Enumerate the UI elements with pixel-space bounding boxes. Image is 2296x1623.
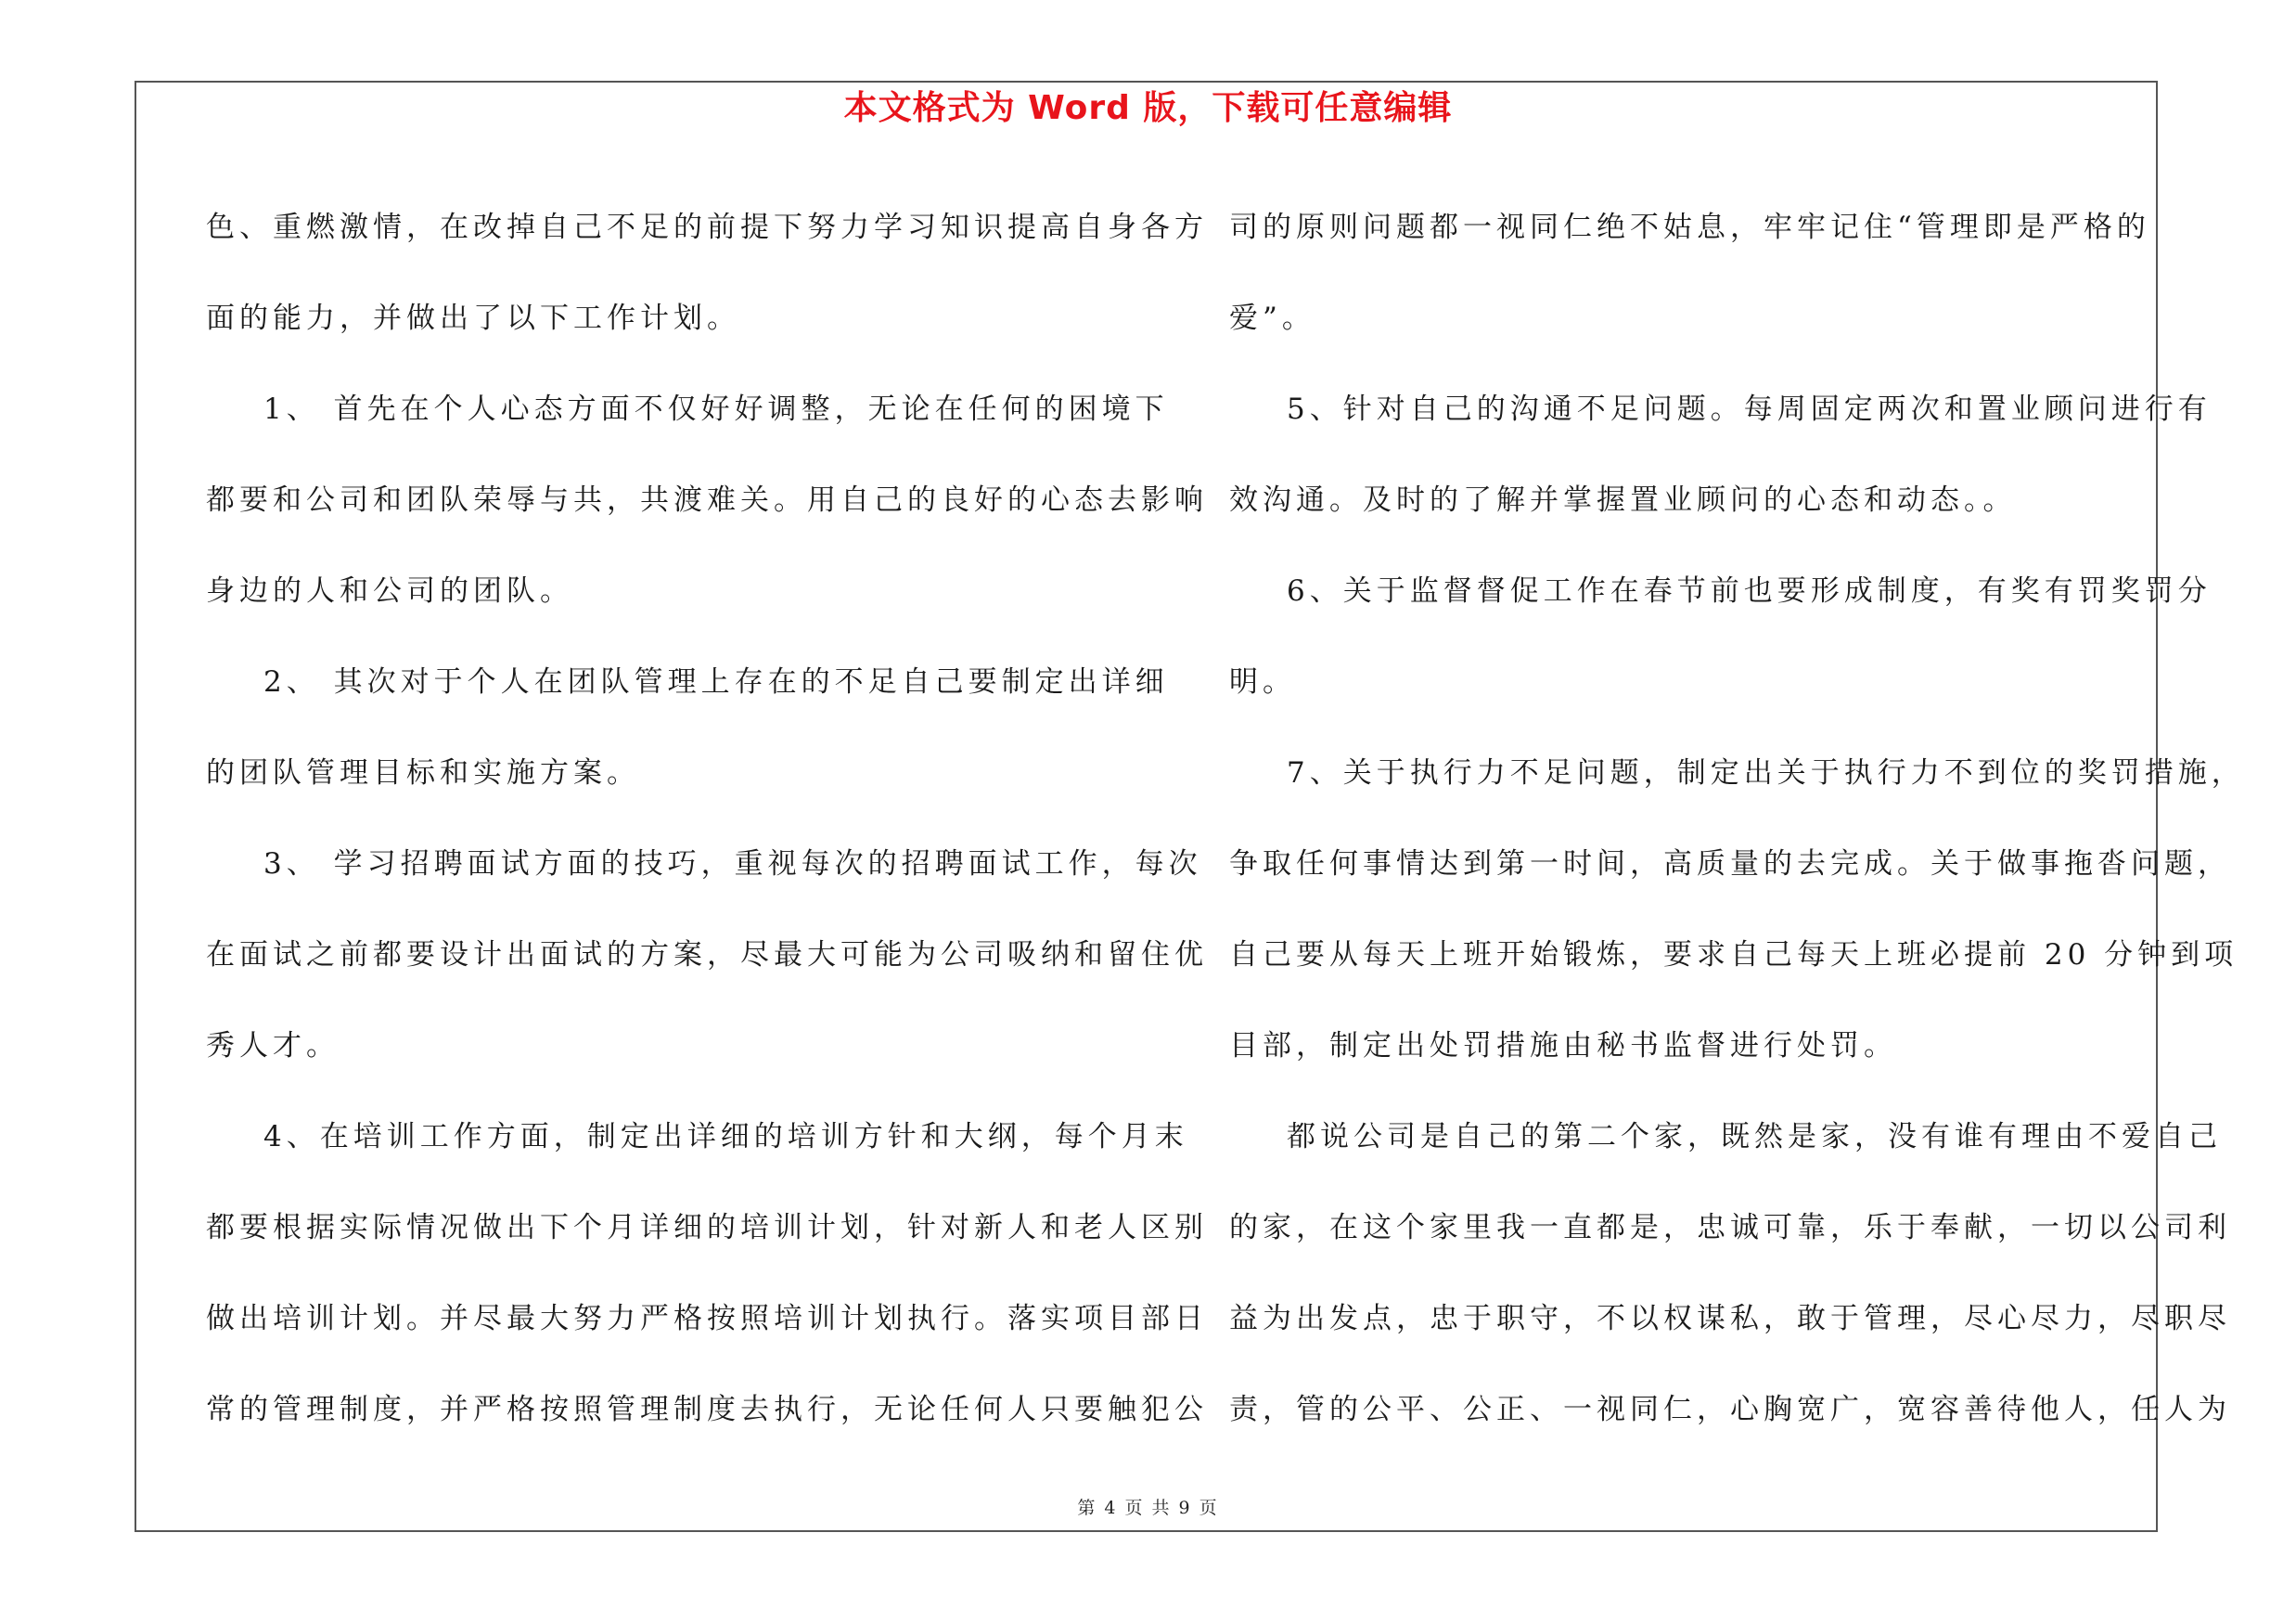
text-line: 在面试之前都要设计出面试的方案，尽最大可能为公司吸纳和留住优 bbox=[206, 938, 1208, 972]
word-format-banner: 本文格式为 Word 版，下载可任意编辑 bbox=[843, 89, 1453, 127]
text-line: 司的原则问题都一视同仁绝不姑息，牢牢记住“管理即是严格的 bbox=[1229, 211, 2150, 244]
text-line: 责，管的公平、公正、一视同仁，心胸宽广，宽容善待他人，任人为 bbox=[1229, 1393, 2231, 1426]
text-line: 1、 首先在个人心态方面不仅好好调整，无论在任何的困境下 bbox=[263, 393, 1169, 426]
text-line: 自己要从每天上班开始锻炼，要求自己每天上班必提前 20 分钟到项 bbox=[1229, 938, 2238, 972]
text-line: 爱”。 bbox=[1229, 302, 1315, 335]
text-line: 2、 其次对于个人在团队管理上存在的不足自己要制定出详细 bbox=[263, 665, 1169, 699]
right-text-column bbox=[1229, 182, 2245, 1455]
text-line: 明。 bbox=[1229, 665, 1296, 699]
text-line: 7、关于执行力不足问题，制定出关于执行力不到位的奖罚措施， bbox=[1287, 756, 2245, 790]
text-line: 3、 学习招聘面试方面的技巧，重视每次的招聘面试工作，每次 bbox=[263, 847, 1202, 881]
text-line: 争取任何事情达到第一时间，高质量的去完成。关于做事拖沓问题， bbox=[1229, 847, 2231, 881]
text-line: 目部，制定出处罚措施由秘书监督进行处罚。 bbox=[1229, 1029, 1897, 1063]
text-line: 6、关于监督督促工作在春节前也要形成制度，有奖有罚奖罚分 bbox=[1287, 574, 2212, 608]
text-line: 面的能力，并做出了以下工作计划。 bbox=[206, 302, 740, 335]
text-line: 4、在培训工作方面，制定出详细的培训方针和大纲，每个月末 bbox=[263, 1120, 1188, 1153]
text-line: 都要和公司和团队荣辱与共，共渡难关。用自己的良好的心态去影响 bbox=[206, 483, 1208, 517]
text-line: 都说公司是自己的第二个家，既然是家，没有谁有理由不爱自己 bbox=[1287, 1120, 2222, 1153]
text-line: 益为出发点，忠于职守，不以权谋私，敢于管理，尽心尽力，尽职尽 bbox=[1229, 1302, 2231, 1335]
text-line: 常的管理制度，并严格按照管理制度去执行，无论任何人只要触犯公 bbox=[206, 1393, 1208, 1426]
text-line: 做出培训计划。并尽最大努力严格按照培训计划执行。落实项目部日 bbox=[206, 1302, 1208, 1335]
text-line: 的家，在这个家里我一直都是，忠诚可靠，乐于奉献，一切以公司利 bbox=[1229, 1211, 2231, 1244]
left-text-column bbox=[206, 182, 1208, 1455]
text-line: 的团队管理目标和实施方案。 bbox=[206, 756, 640, 790]
text-line: 都要根据实际情况做出下个月详细的培训计划，针对新人和老人区别 bbox=[206, 1211, 1208, 1244]
text-line: 身边的人和公司的团队。 bbox=[206, 574, 573, 608]
text-line: 效沟通。及时的了解并掌握置业顾问的心态和动态。。 bbox=[1229, 483, 2017, 517]
page-number-footer: 第 4 页 共 9 页 bbox=[1077, 1498, 1219, 1518]
text-line: 秀人才。 bbox=[206, 1029, 340, 1063]
text-line: 5、针对自己的沟通不足问题。每周固定两次和置业顾问进行有 bbox=[1287, 393, 2212, 426]
text-line: 色、重燃激情，在改掉自己不足的前提下努力学习知识提高自身各方 bbox=[206, 211, 1208, 244]
